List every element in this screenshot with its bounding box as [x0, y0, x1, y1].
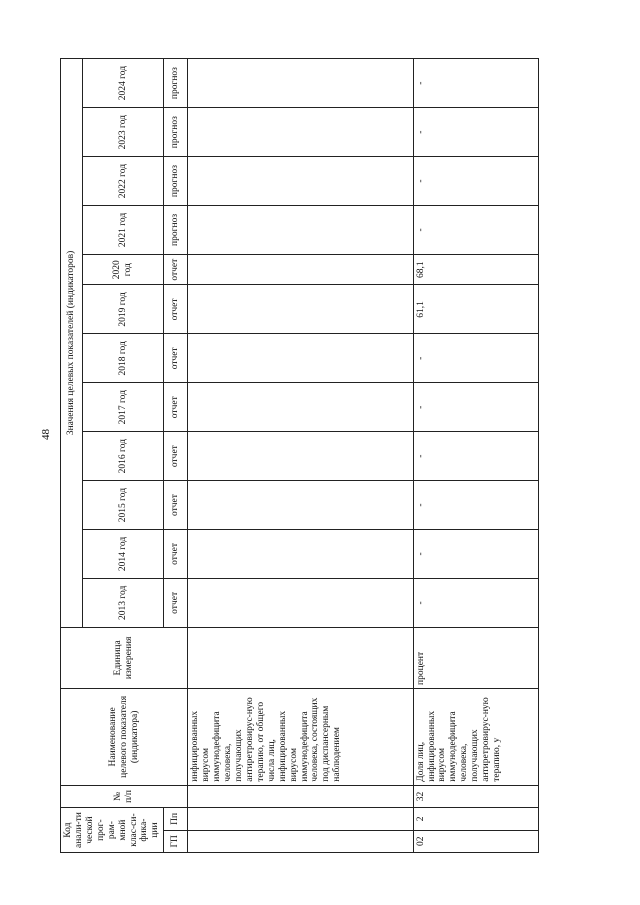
page-number: 48 — [40, 429, 52, 440]
row-value — [188, 285, 413, 334]
row-gp: 02 — [413, 830, 539, 852]
table-row — [413, 59, 539, 853]
status-2015: отчет — [164, 481, 188, 530]
status-2014: отчет — [164, 530, 188, 579]
row-unit: процент — [413, 627, 539, 688]
row-pp: 2 — [413, 808, 539, 830]
num-header: № п/п — [61, 785, 188, 807]
row-value: - — [413, 108, 539, 157]
row-value: - — [413, 383, 539, 432]
row-value: - — [413, 481, 539, 530]
gp-header: ГП — [164, 830, 188, 852]
status-2024: прогноз — [164, 59, 188, 108]
status-2019: отчет — [164, 285, 188, 334]
row-value: - — [413, 334, 539, 383]
row-pp — [188, 808, 413, 830]
year-2016: 2016 год — [83, 432, 164, 481]
row-value — [188, 334, 413, 383]
row-value — [188, 59, 413, 108]
row-num — [188, 785, 413, 807]
year-2023: 2023 год — [83, 108, 164, 157]
row-value: - — [413, 578, 539, 627]
row-value: 61,1 — [413, 285, 539, 334]
row-unit — [188, 627, 413, 688]
year-2017: 2017 год — [83, 383, 164, 432]
year-2024: 2024 год — [83, 59, 164, 108]
status-2018: отчет — [164, 334, 188, 383]
row-value — [188, 578, 413, 627]
row-value — [188, 432, 413, 481]
status-2013: отчет — [164, 578, 188, 627]
row-value — [188, 481, 413, 530]
row-value: - — [413, 157, 539, 206]
row-value — [188, 530, 413, 579]
year-2022: 2022 год — [83, 157, 164, 206]
indicators-table — [60, 58, 539, 853]
year-2015: 2015 год — [83, 481, 164, 530]
row-num: 32 — [413, 785, 539, 807]
unit-header: Единица измерения — [61, 627, 188, 688]
year-2013: 2013 год — [83, 578, 164, 627]
row-name: Доля лиц, инфицированных вирусом иммунодефицита человека, получающих антиретровирус-ную терапию, у — [413, 688, 539, 785]
values-header: Значения целевых показателей (индикаторов) — [61, 59, 83, 628]
pp-header: Пп — [164, 808, 188, 830]
code-header: Код анали-ти ческой прог-рам-мной клас-си-фика-ции — [61, 808, 164, 853]
row-value: 68,1 — [413, 254, 539, 285]
status-2016: отчет — [164, 432, 188, 481]
row-value: - — [413, 432, 539, 481]
row-value — [188, 383, 413, 432]
year-2014: 2014 год — [83, 530, 164, 579]
row-value: - — [413, 206, 539, 255]
status-2017: отчет — [164, 383, 188, 432]
year-2018: 2018 год — [83, 334, 164, 383]
year-2021: 2021 год — [83, 206, 164, 255]
year-2019: 2019 год — [83, 285, 164, 334]
status-2021: прогноз — [164, 206, 188, 255]
status-2023: прогноз — [164, 108, 188, 157]
rotated-table-wrapper — [60, 58, 538, 853]
row-name: инфицированных вирусом иммунодефицита человека, получающих антиретровирус-ную терапию, от общего числа лиц, инфицированных вирусом иммунодефицита человека, состоящих под диспансерным наблюдением — [188, 688, 413, 785]
table-row — [188, 59, 413, 853]
name-header: Наименование целевого показателя (индикатора) — [61, 688, 188, 785]
year-2020: 2020 год — [83, 254, 164, 285]
row-value: - — [413, 59, 539, 108]
status-2022: прогноз — [164, 157, 188, 206]
row-gp — [188, 830, 413, 852]
row-value: - — [413, 530, 539, 579]
row-value — [188, 157, 413, 206]
row-value — [188, 108, 413, 157]
row-value — [188, 254, 413, 285]
status-2020: отчет — [164, 254, 188, 285]
row-value — [188, 206, 413, 255]
